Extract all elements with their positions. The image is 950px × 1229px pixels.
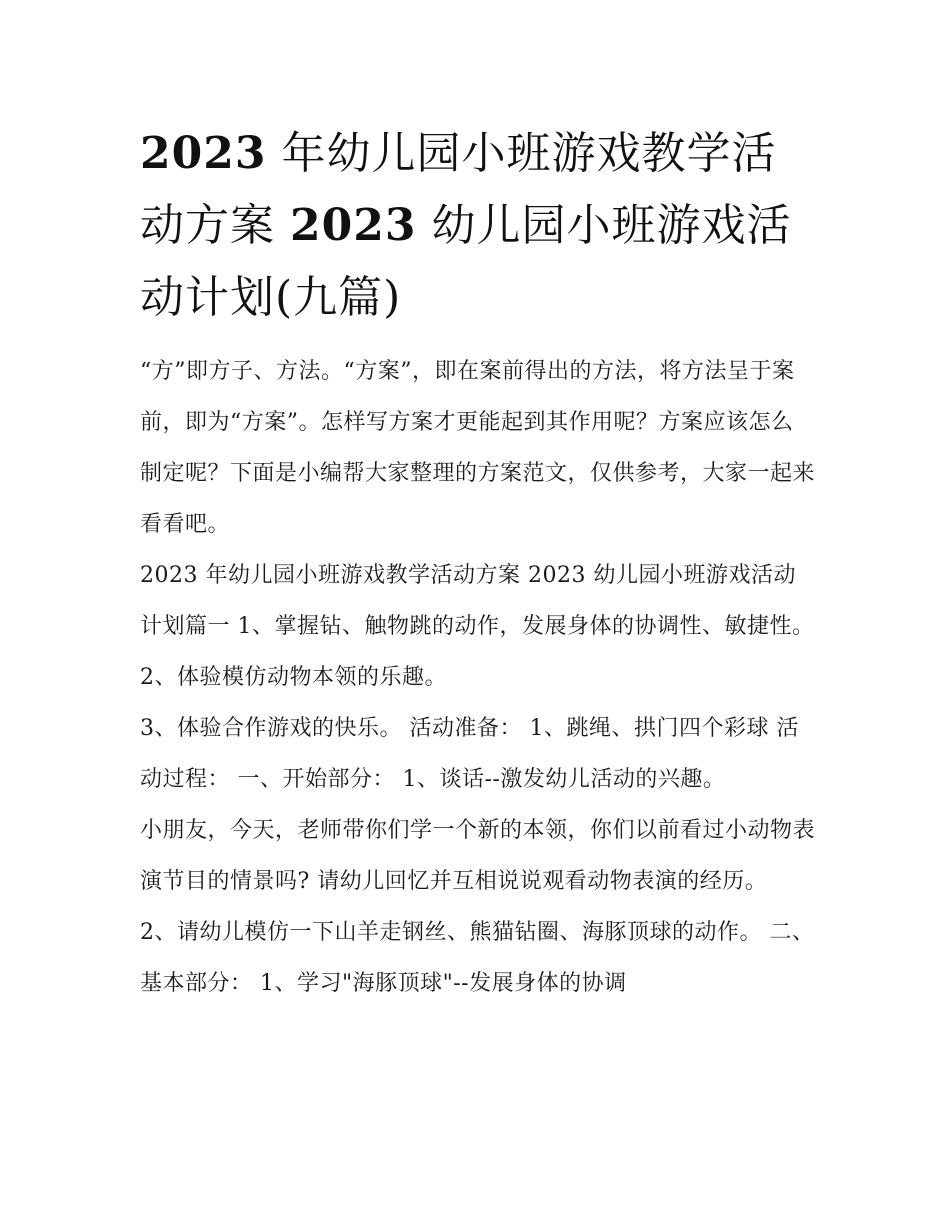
title-part: 2023	[290, 200, 417, 251]
document-body	[140, 346, 815, 1009]
document-title	[140, 118, 815, 334]
paragraph-goals: 2023 年幼儿园小班游戏教学活动方案 2023 幼儿园小班游戏活动计划篇一 1、掌握钻、触物跳的动作，发展身体的协调性、敏捷性。 2、体验模仿动物本领的乐趣。	[140, 563, 815, 690]
title-part: 幼儿园小班游戏活动计划(九篇)	[140, 200, 792, 323]
title-part: 2023	[140, 128, 267, 179]
paragraph-preparation: 3、体验合作游戏的快乐。 活动准备： 1、跳绳、拱门四个彩球 活动过程： 一、开始部分： 1、谈话--激发幼儿活动的兴趣。	[140, 716, 799, 792]
paragraph-intro: “方”即方子、方法。“方案”，即在案前得出的方法，将方法呈于案前，即为“方案”。怎样写方案才更能起到其作用呢？方案应该怎么制定呢？下面是小编帮大家整理的方案范文，仅供参考，大家一起来看看吧。	[140, 359, 816, 537]
paragraph-imitation: 2、请幼儿模仿一下山羊走钢丝、熊猫钻圈、海豚顶球的动作。 二、基本部分： 1、学习"海豚顶球"--发展身体的协调	[140, 920, 815, 996]
paragraph-conversation: 小朋友，今天，老师带你们学一个新的本领，你们以前看过小动物表演节目的情景吗? 请幼儿回忆并互相说说观看动物表演的经历。	[140, 818, 816, 894]
title-part: 年幼儿园小班游戏教学活动方案	[140, 128, 777, 251]
document-page	[140, 118, 815, 1009]
